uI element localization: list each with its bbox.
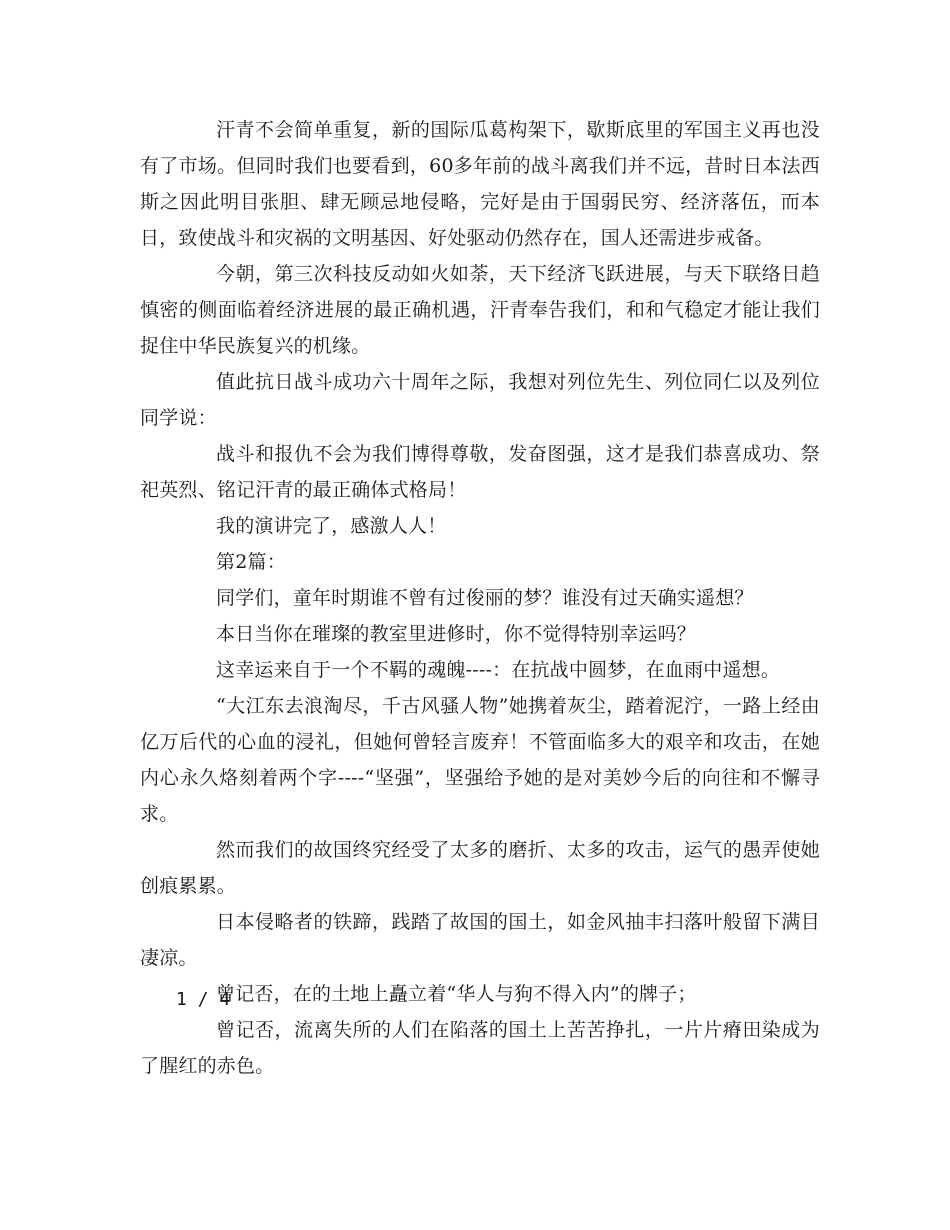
paragraph: 曾记否，流离失所的人们在陷落的国土上苦苦挣扎，一片片瘠田染成为了腥红的赤色。 bbox=[140, 1019, 820, 1077]
paragraph: 这幸运来自于一个不羁的魂魄----：在抗战中圆梦，在血雨中遥想。 bbox=[216, 659, 781, 681]
section-heading: 第2篇： bbox=[216, 551, 286, 573]
paragraph: 曾记否，在的土地上矗立着“华人与狗不得入内”的牌子； bbox=[216, 983, 697, 1005]
paragraph: 我的演讲完了，感激人人！ bbox=[216, 515, 447, 537]
paragraph: “大江东去浪淘尽，千古风骚人物”她携着灰尘，踏着泥泞，一路上经由亿万后代的心血的浸礼，但她何曾轻言废弃！不管面临多大的艰辛和攻击，在她内心永久烙刻着两个字----“坚强”，坚强给予她的是对美妙今后的向往和不懈寻求。 bbox=[140, 695, 820, 825]
paragraph: 日本侵略者的铁蹄，践踏了故国的国土，如金风抽丰扫落叶般留下满目凄凉。 bbox=[140, 911, 820, 969]
page-number: 1 / 4 bbox=[176, 989, 231, 1010]
paragraph: 然而我们的故国终究经受了太多的磨折、太多的攻击，运气的愚弄使她创痕累累。 bbox=[140, 839, 820, 897]
paragraph: 同学们，童年时期谁不曾有过俊丽的梦？谁没有过天确实遥想？ bbox=[216, 587, 754, 609]
paragraph: 汗青不会简单重复，新的国际瓜葛构架下，歇斯底里的军国主义再也没有了市场。但同时我们也要看到，60多年前的战斗离我们并不远，昔时日本法西斯之因此明目张胆、肆无顾忌地侵略，完好是由于国弱民穷、经济落伍，而本日，致使战斗和灾祸的文明基因、好处驱动仍然存在，国人还需进步戒备。 bbox=[140, 119, 820, 249]
body-text bbox=[140, 112, 820, 1084]
paragraph: 战斗和报仇不会为我们博得尊敬，发奋图强，这才是我们恭喜成功、祭祀英烈、铭记汗青的最正确体式格局！ bbox=[140, 443, 820, 501]
paragraph: 今朝，第三次科技反动如火如荼，天下经济飞跃进展，与天下联络日趋慎密的侧面临着经济进展的最正确机遇，汗青奉告我们，和和气稳定才能让我们捉住中华民族复兴的机缘。 bbox=[140, 263, 820, 357]
paragraph: 值此抗日战斗成功六十周年之际，我想对列位先生、列位同仁以及列位同学说： bbox=[140, 371, 820, 429]
paragraph: 本日当你在璀璨的教室里进修时，你不觉得特别幸运吗？ bbox=[216, 623, 697, 645]
